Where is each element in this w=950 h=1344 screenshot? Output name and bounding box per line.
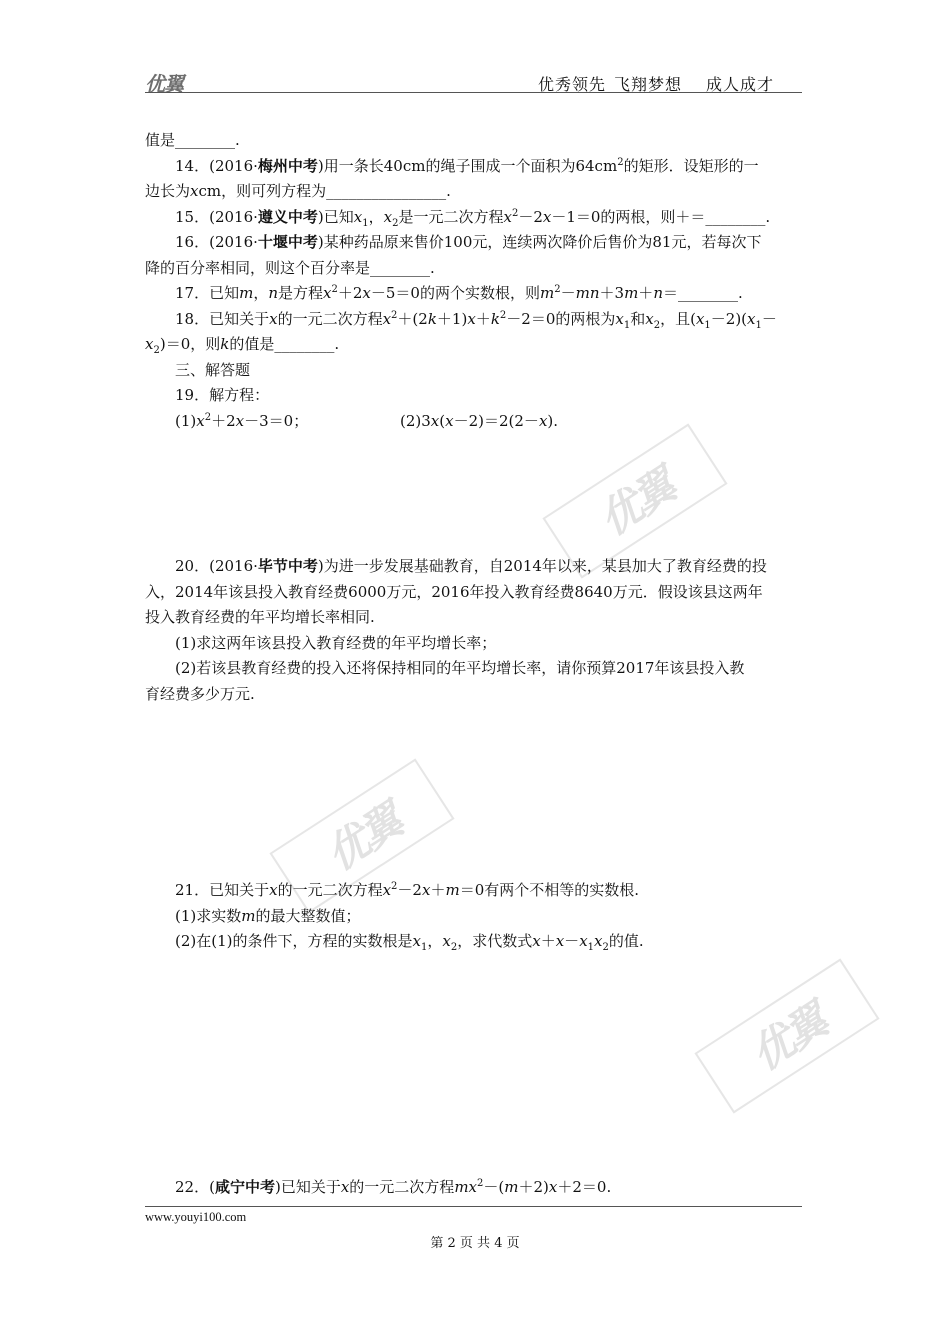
slogan-part-2: 飞翔梦想: [613, 75, 682, 94]
question-21-part-1: (1)求实数m的最大整数值；: [175, 906, 361, 925]
brand-logo: 优翼: [145, 72, 183, 96]
watermark-logo: 优翼: [694, 958, 879, 1113]
question-18: 18．已知关于x的一元二次方程$x^2+(2k+1)x+k^2-2=0$的两根为$x_1$和$x_2$，且$(x_1-2)(x_1-$: [175, 309, 777, 331]
exercise-content: [145, 128, 810, 1200]
question-19-parts: [145, 409, 810, 435]
question-22: 22．(咸宁中考)已知关于x的一元二次方程$mx^2-(m+2)x+2=0$.: [175, 1177, 612, 1196]
question-20-part-1: (1)求这两年该县投入教育经费的年平均增长率；: [175, 633, 497, 652]
question-14: 14．(2016·梅州中考)用一条长40cm的绳子围成一个面积为$64cm^2$的矩形．设矩形的一: [175, 156, 759, 175]
question-20-line2: 入，2014年该县投入教育经费6000万元，2016年投入教育经费8640万元．假设该县这两年: [145, 582, 763, 601]
question-16: 16．(2016·十堰中考)某种药品原来售价100元，连续两次降价后售价为81元，若每次下: [175, 233, 762, 251]
watermark-logo: 优翼: [542, 423, 727, 578]
question-21-part-2: (2)在(1)的条件下，方程的实数根是$x_1$，$x_2$，求代数式$x+x-x_1x_2$的值.: [175, 932, 644, 953]
page-header: [145, 66, 802, 94]
section-heading: 三、解答题: [175, 360, 251, 379]
header-divider: [145, 92, 802, 93]
question-18-line2: $x_2)=0$，则k的值是________.: [145, 335, 340, 356]
question-20-part-2-line2: 育经费多少万元.: [145, 684, 255, 703]
question-16-line2: 降的百分率相同，则这个百分率是________.: [145, 258, 435, 277]
page-number: 第 2 页 共 4 页: [430, 1236, 520, 1251]
question-19-title: 19．解方程：: [175, 386, 270, 404]
question-19-part-2: (2)3x(x－2)＝2(2－x).: [400, 411, 559, 430]
watermark-logo: 优翼: [269, 758, 454, 913]
question-20: 20．(2016·毕节中考)为进一步发展基础教育，自2014年以来，某县加大了教育经费的投: [175, 557, 767, 575]
slogan-part-3: 成人成才: [705, 75, 774, 94]
question-20-line3: 投入教育经费的年平均增长率相同.: [145, 608, 375, 626]
footer-divider: [145, 1206, 802, 1207]
question-19-part-1: $(1)x^2+2x-3=0$；: [175, 411, 309, 430]
question-17: 17．已知m，n是方程$x^2+2x-5=0$的两个实数根，则$m^2-mn+3m+n=\_\_\_\_\_\_\_\_$.: [175, 284, 743, 302]
slogan-part-1: 优秀领先: [537, 75, 606, 94]
question-15: 15．(2016·遵义中考)已知$x_1$，$x_2$是一元二次方程$x^2-2x-1=0$的两根，则＋＝________.: [175, 207, 771, 229]
question-21: 21．已知关于x的一元二次方程$x^2-2x+m=0$有两个不相等的实数根.: [175, 881, 640, 899]
question-14-line2: 边长为xcm，则可列方程为________________.: [145, 182, 451, 200]
q13-tail: 值是________.: [145, 131, 240, 149]
question-20-part-2: (2)若该县教育经费的投入还将保持相同的年平均增长率，请你预算2017年该县投入教: [175, 659, 745, 677]
footer-url: www.youyi100.com: [145, 1210, 247, 1224]
